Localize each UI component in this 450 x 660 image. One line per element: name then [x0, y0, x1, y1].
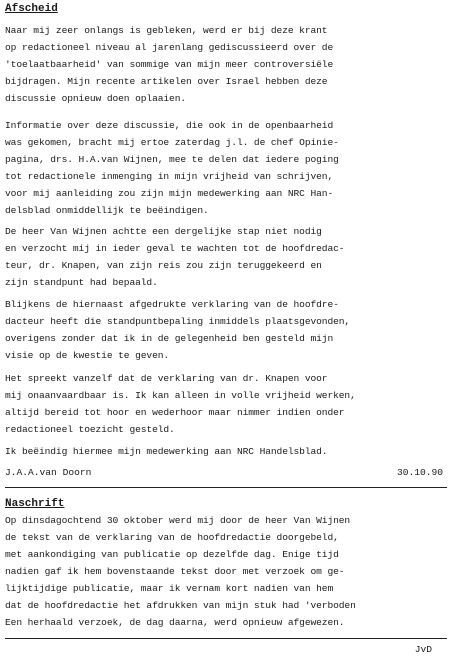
text-line: altijd bereid tot hoor en wederhoor maar nimmer indien onder [5, 407, 345, 418]
text-line: en verzocht mij in ieder geval te wachten tot de hoofdredac- [5, 243, 345, 254]
text-line: 'toelaatbaarheid' van sommige van mijn meer controversiële [5, 59, 334, 70]
text-line: tot redactionele inmenging in mijn vrijheid van schrijven, [5, 171, 334, 182]
text-line: mij onaanvaardbaar is. Ik kan alleen in volle vrijheid werken, [5, 390, 356, 401]
text-line: Ik beëindig hiermee mijn medewerking aan NRC Handelsblad. [5, 446, 328, 457]
section-divider [5, 487, 447, 488]
article-paragraph-1 [5, 22, 445, 107]
text-line: pagina, drs. H.A.van Wijnen, mee te delen dat iedere poging [5, 154, 339, 165]
postscript-initials: JvD [414, 644, 432, 655]
text-line: met aankondiging van publicatie op dezelfde dag. Enige tijd [5, 549, 339, 560]
article-paragraph-6 [5, 443, 445, 460]
text-line: Op dinsdagochtend 30 oktober werd mij door de heer Van Wijnen [5, 515, 351, 526]
article-paragraph-5 [5, 370, 445, 438]
article-paragraph-3 [5, 223, 445, 291]
text-line: was gekomen, bracht mij ertoe zaterdag j.l. de chef Opinie- [5, 137, 339, 148]
article-paragraph-4 [5, 296, 445, 364]
text-line: discussie opnieuw doen oplaaien. [5, 93, 187, 104]
article-date: 30.10.90 [396, 467, 443, 478]
text-line: redactioneel toezicht gesteld. [5, 424, 175, 435]
text-line: Naar mij zeer onlangs is gebleken, werd er bij deze krant [5, 25, 328, 36]
text-line: op redactioneel niveau al jarenlang gediscussieerd over de [5, 42, 334, 53]
text-line: De heer Van Wijnen achtte een dergelijke stap niet nodig [5, 226, 322, 237]
text-line: visie op de kwestie te geven. [5, 350, 170, 361]
text-line: voor mij aanleiding zou zijn mijn medewerking aan NRC Han- [5, 188, 334, 199]
text-line: dat de hoofdredactie het afdrukken van mijn stuk had 'verboden [5, 600, 356, 611]
text-line: de tekst van de verklaring van de hoofdredactie doorgebeld, [5, 532, 339, 543]
text-line: overigens zonder dat ik in de gelegenheid ben gesteld mijn [5, 333, 334, 344]
author-name: J.A.A.van Doorn [5, 467, 92, 478]
article-heading: Afscheid [5, 3, 58, 15]
text-line: dacteur heeft die standpuntbepaling inmiddels plaatsgevonden, [5, 316, 351, 327]
text-line: Een herhaald verzoek, de dag daarna, werd opnieuw afgewezen. [5, 617, 345, 628]
text-line: zijn standpunt had bepaald. [5, 277, 158, 288]
text-line: Informatie over deze discussie, die ook in de openbaarheid [5, 120, 334, 131]
text-line: bijdragen. Mijn recente artikelen over Israel hebben deze [5, 76, 328, 87]
article-paragraph-2 [5, 117, 445, 219]
text-line: teur, dr. Knapen, van zijn reis zou zijn teruggekeerd en [5, 260, 322, 271]
bottom-divider [5, 638, 447, 639]
postscript-paragraph [5, 512, 445, 631]
signature-row [5, 464, 445, 481]
text-line: Het spreekt vanzelf dat de verklaring van dr. Knapen voor [5, 373, 328, 384]
postscript-heading: Naschrift [5, 498, 65, 510]
text-line: nadien gaf ik hem bovenstaande tekst door met verzoek om ge- [5, 566, 345, 577]
text-line: delsblad onmiddellijk te beëindigen. [5, 205, 209, 216]
text-line: Blijkens de hiernaast afgedrukte verklaring van de hoofdre- [5, 299, 339, 310]
text-line: lijktijdige publicatie, maar ik vernam kort nadien van hem [5, 583, 334, 594]
